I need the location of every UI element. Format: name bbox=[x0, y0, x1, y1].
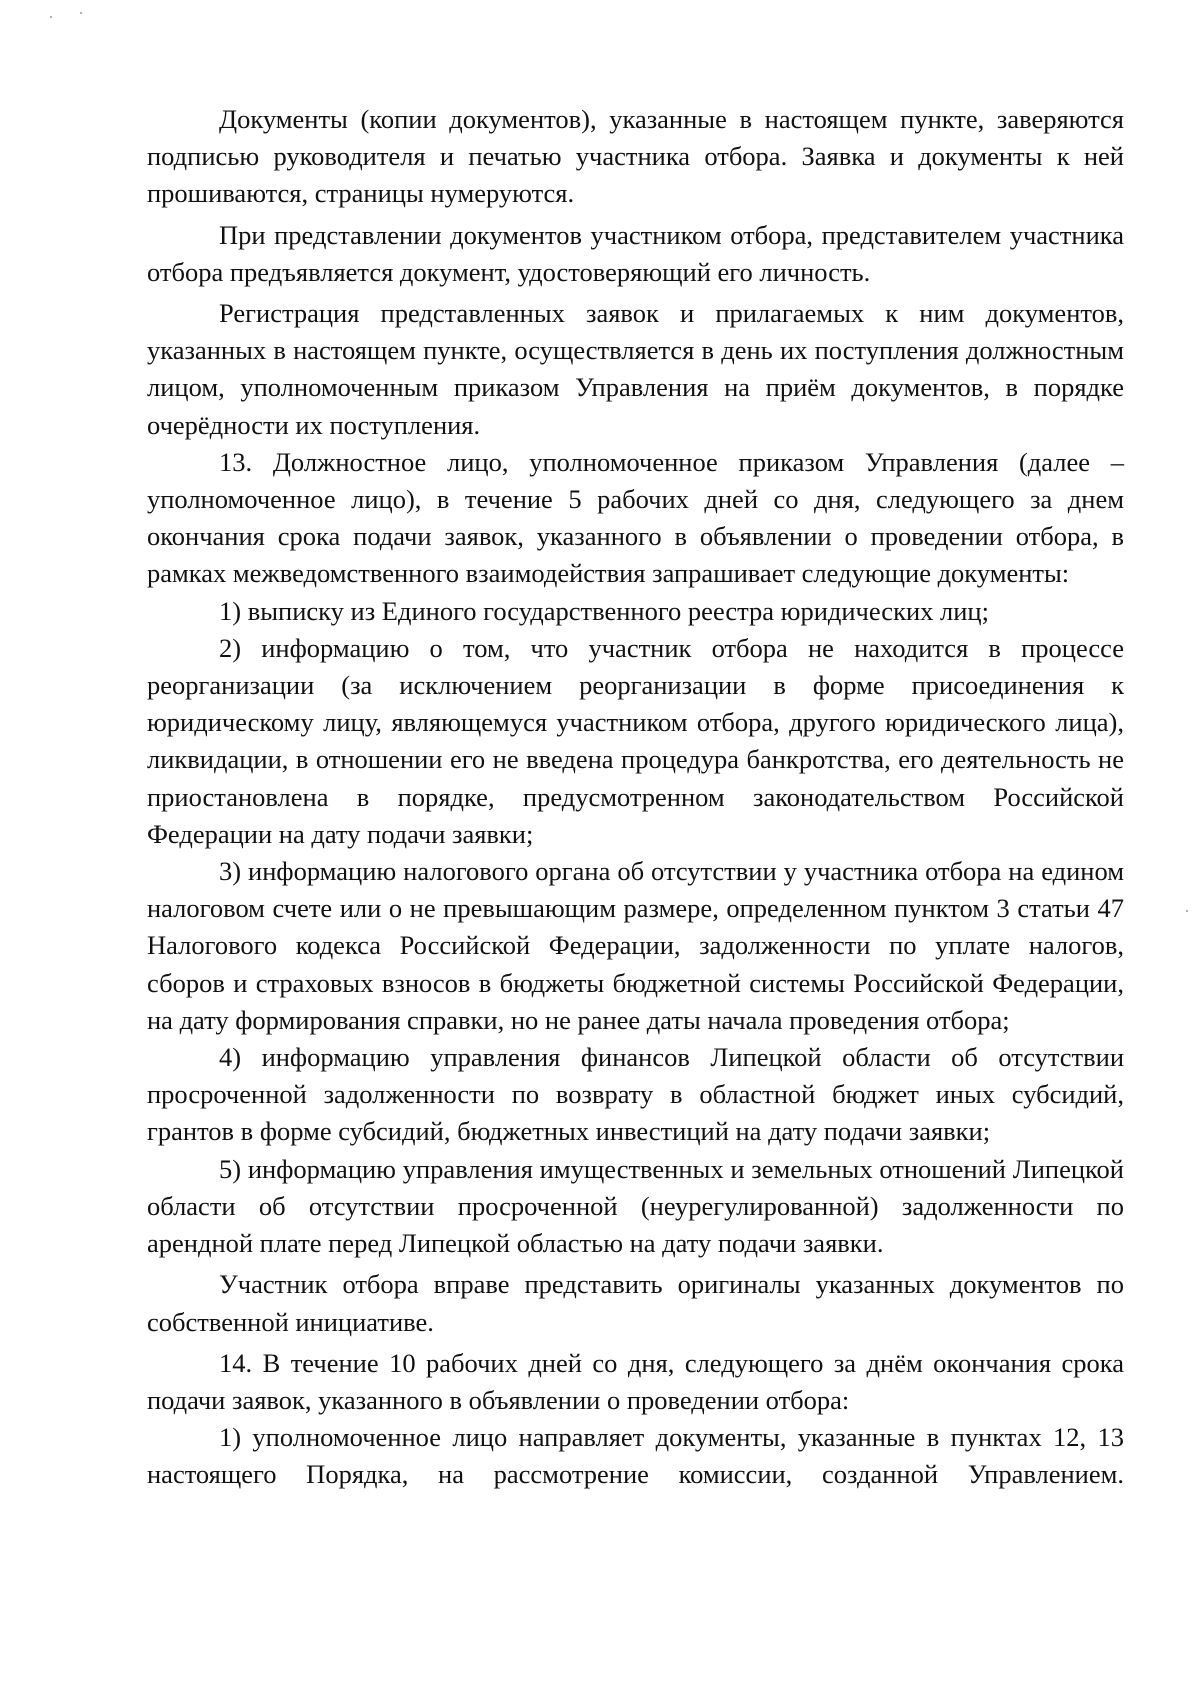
scan-speck bbox=[50, 16, 52, 18]
list-item-2: 2) информацию о том, что участник отбора не находится в процессе реорганизации (за исключением реорганизации в форме присоединения к юридическому лицу, являющемуся участником отбора, другого юридического лица), ликвидации, в отношении его не введена процедура банкротства, его деятельность не приостановлена в порядке, предусмотренном законодательством Российской Федерации на дату подачи заявки; bbox=[147, 632, 1124, 849]
list-item-5: 5) информацию управления имущественных и земельных отношений Липецкой области об отсутствии просроченной (неурегулированной) задолженности по арендной плате перед Липецкой областью на дату подачи заявки. bbox=[147, 1153, 1124, 1259]
list-item-3: 3) информацию налогового органа об отсутствии у участника отбора на едином налоговом счете или о не превышающим размере, определенном пунктом 3 статьи 47 Налогового кодекса Российской Федерации, задолженности по уплате налогов, сборов и страховых взносов в бюджеты бюджетной системы Российской Федерации, на дату формирования справки, но не ранее даты начала проведения отбора; bbox=[147, 856, 1124, 1035]
paragraph-documents-certification: Документы (копии документов), указанные в настоящем пункте, заверяются подписью руководителя и печатью участника отбора. Заявка и документы к ней прошиваются, страницы нумеруются. bbox=[147, 104, 1124, 209]
list-item-14-1: 1) уполномоченное лицо направляет документы, указанные в пунктах 12, 13 настоящего Порядка, на рассмотрение комиссии, созданной Управлением. bbox=[147, 1422, 1124, 1490]
list-item-4: 4) информацию управления финансов Липецкой области об отсутствии просроченной задолженности по возврату в областной бюджет иных субсидий, грантов в форме субсидий, бюджетных инвестиций на дату подачи заявки; bbox=[147, 1042, 1124, 1147]
scan-speck bbox=[1186, 910, 1188, 912]
document-body bbox=[147, 101, 1124, 1494]
list-item-1: 1) выписку из Единого государственного реестра юридических лиц; bbox=[219, 595, 989, 626]
paragraph-item-13: 13. Должностное лицо, уполномоченное приказом Управления (далее – уполномоченное лицо), в течение 5 рабочих дней со дня, следующего за днем окончания срока подачи заявок, указанного в объявлении о проведении отбора, в рамках межведомственного взаимодействия запрашивает следующие документы: bbox=[147, 446, 1124, 589]
paragraph-originals: Участник отбора вправе представить оригиналы указанных документов по собственной инициативе. bbox=[147, 1269, 1124, 1337]
scan-speck bbox=[80, 12, 82, 14]
paragraph-registration: Регистрация представленных заявок и прилагаемых к ним документов, указанных в настоящем пункте, осуществляется в день их поступления должностным лицом, уполномоченным приказом Управления на приём документов, в порядке очерёдности их поступления. bbox=[147, 298, 1124, 440]
paragraph-identity-document: При представлении документов участником отбора, представителем участника отбора предъявляется документ, удостоверяющий его личность. bbox=[147, 219, 1124, 287]
paragraph-item-14: 14. В течение 10 рабочих дней со дня, следующего за днём окончания срока подачи заявок, указанного в объявлении о проведении отбора: bbox=[147, 1347, 1124, 1415]
